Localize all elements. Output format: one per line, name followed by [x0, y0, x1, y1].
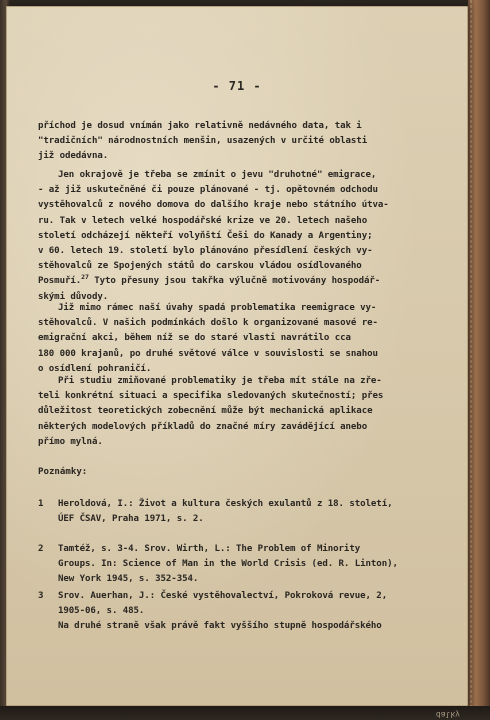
- note-line: 1905-06, s. 485.: [58, 606, 145, 617]
- note-line: New York 1945, s. 352-354.: [58, 574, 199, 585]
- text-line: některých modelových příkladů do značné míry zavádějící anebo: [38, 421, 368, 432]
- text-line: skými důvody.: [38, 291, 109, 302]
- text-line: vystěhovalců z nového domova do dalšího kraje nebo státního útva-: [38, 200, 389, 211]
- text-line: stěhovalců. V našich podmínkách došlo k organizované masové re-: [38, 318, 378, 329]
- text-line: emigrační akci, během níž se do staré vlasti navrátilo cca: [38, 333, 351, 344]
- note-line: Srov. Auerhan, J.: České vystěhovalectví, Pokroková revue, 2,: [58, 591, 388, 601]
- text-line: důležitost teoretických zobecnění může být mechanická aplikace: [38, 406, 373, 417]
- note-line: ÚEF ČSAV, Praha 1971, s. 2.: [58, 514, 204, 525]
- text-line: "tradičních" národnostních menšin, usazených v určité oblasti: [38, 136, 368, 147]
- book-page-edges: [468, 0, 490, 720]
- paragraph-3: [38, 301, 433, 377]
- paragraph-1: [38, 119, 433, 165]
- text-line-with-footnote: [38, 274, 433, 289]
- note-line: Groups. In: Science of Man in the World Crisis (ed. R. Linton),: [58, 559, 398, 570]
- text-line: příchod je dosud vnímán jako relativně nedávného data, tak i: [38, 121, 362, 131]
- note-number: 1: [38, 499, 44, 509]
- text-line: v 60. letech 19. století bylo plánováno přesídlení českých vy-: [38, 246, 373, 257]
- text-line: Již mimo rámec naší úvahy spadá problematika reemigrace vy-: [58, 303, 377, 313]
- text-line: o osídlení pohraničí.: [38, 363, 152, 374]
- text-line: 180 000 krajanů, po druhé světové válce v souvislosti se snahou: [38, 348, 378, 359]
- footnote-reference: 27: [81, 273, 89, 282]
- text-line: teli konkrétní situaci a specifika sledovaných skutečností; přes: [38, 391, 384, 402]
- paragraph-2: [38, 168, 433, 305]
- text-line: století odcházejí někteří volyňští Češi do Kanady a Argentiny;: [38, 230, 373, 241]
- text-line: Při studiu zmiňované problematiky je třeba mít stále na zře-: [58, 376, 382, 386]
- note-line: Heroldová, I.: Život a kultura českých exulantů z 18. století,: [58, 499, 393, 509]
- note-number: 3: [38, 591, 44, 601]
- notes-heading: Poznámky:: [38, 467, 88, 477]
- page-number: - 71 -: [212, 79, 262, 93]
- text-line: - až již uskutečněné či pouze plánované - tj. opětovném odchodu: [38, 185, 378, 196]
- text-line: stěhovalců ze Spojených států do carskou vládou osídlovaného: [38, 261, 362, 272]
- note-number: 2: [38, 544, 44, 554]
- text-line: Jen okrajově je třeba se zmínit o jevu "druhotné" emigrace,: [58, 170, 377, 180]
- text-line: již odedávna.: [38, 151, 109, 162]
- text-line: přímo mylná.: [38, 436, 103, 447]
- next-page-curled-text: dalky: [435, 710, 460, 719]
- text-fragment: Tyto přesuny jsou takřka výlučně motivovány hospodář-: [88, 276, 381, 287]
- document-page: [6, 6, 468, 706]
- text-line: ru. Tak v letech velké hospodářské krize ve 20. letech našeho: [38, 215, 368, 226]
- note-line: Tamtéž, s. 3-4. Srov. Wirth, L.: The Problem of Minority: [58, 544, 361, 554]
- note-line: Na druhé straně však právě fakt vyššího stupně hospodářského: [58, 621, 382, 632]
- paragraph-4: [38, 374, 433, 450]
- text-fragment: Posmuří.: [38, 276, 82, 287]
